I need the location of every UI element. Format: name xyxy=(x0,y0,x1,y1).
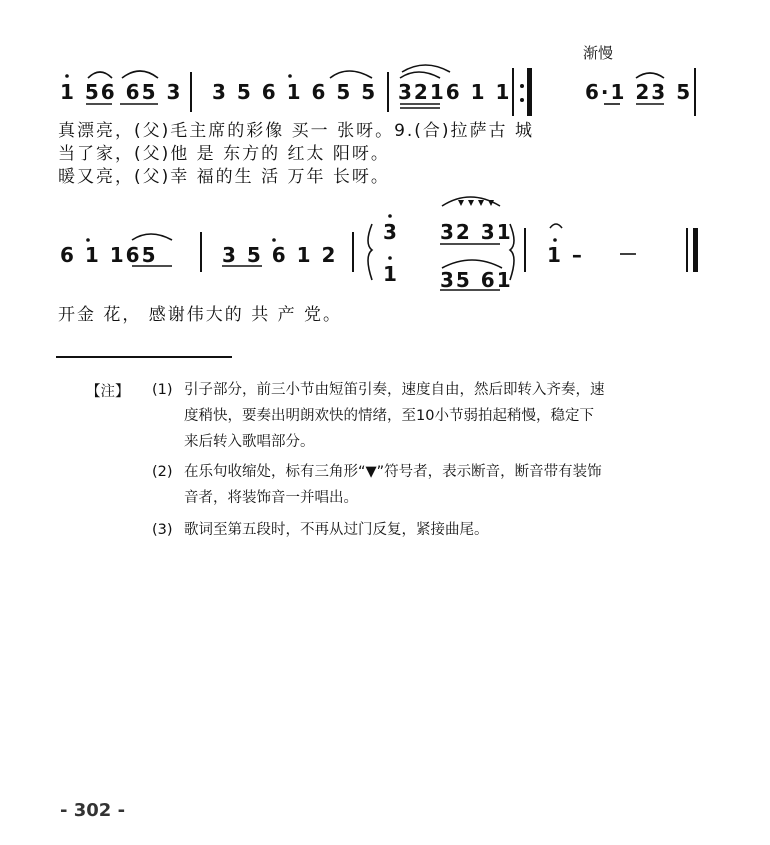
page-number: - 302 - xyxy=(60,800,126,821)
octave-dot xyxy=(86,238,90,242)
chord-top-note: 3 xyxy=(383,220,399,244)
lyric-line-4: 开金 花， 感谢伟大的 共 产 党。 xyxy=(58,305,343,325)
note-number: (2) xyxy=(152,464,173,480)
staccato-triangle xyxy=(458,200,464,206)
measure-2: 3 5 6 1 6 5 5 xyxy=(212,80,378,104)
note-number: (1) xyxy=(152,382,173,398)
repeat-dot xyxy=(520,98,524,102)
slur-mark xyxy=(330,71,372,78)
measure-3: 3216 1 1 xyxy=(398,80,512,104)
staccato-triangle xyxy=(468,200,474,206)
staccato-triangle xyxy=(478,200,484,206)
slur-mark xyxy=(400,72,440,78)
octave-dot xyxy=(388,256,392,260)
lyric-line-2: 当了家，(父)他 是 东方的 红太 阳呀。 xyxy=(58,144,390,164)
footnote-rule xyxy=(56,356,232,358)
measure-1: 1 56 65 3 xyxy=(60,80,183,104)
final-measure: 1 – xyxy=(547,243,584,267)
repeat-dot xyxy=(520,84,524,88)
notes-label: 【注】 xyxy=(86,384,130,400)
note-line: 音者，将装饰音一并唱出。 xyxy=(184,490,358,506)
chord-bottom-note: 1 xyxy=(383,262,399,286)
octave-dot xyxy=(553,238,557,242)
slur-mark xyxy=(122,71,158,78)
octave-dot xyxy=(288,74,292,78)
fermata-mark xyxy=(550,224,562,228)
upper-voice: 32 31 xyxy=(440,220,513,244)
measure-4: 6·1 23 5 xyxy=(585,80,693,104)
brace-left xyxy=(368,224,372,280)
slur-mark xyxy=(636,73,664,78)
slur-mark xyxy=(402,65,450,72)
note-line: 引子部分，前三小节由短笛引奏，速度自由，然后即转入齐奏，速 xyxy=(184,382,605,398)
octave-dot xyxy=(388,214,392,218)
measure-5: 6 1 165 xyxy=(60,243,158,267)
lower-voice: 35 61 xyxy=(440,268,513,292)
measure-6: 3 5 6 1 2 xyxy=(222,243,338,267)
tempo-mark: 渐慢 xyxy=(583,44,614,62)
octave-dot xyxy=(65,74,69,78)
note-line: 歌词至第五段时，不再从过门反复，紧接曲尾。 xyxy=(184,522,489,538)
note-line: 度稍快，要奏出明朗欢快的情绪，至10小节弱拍起稍慢，稳定下 xyxy=(184,408,594,424)
slur-mark xyxy=(132,234,172,240)
note-line: 在乐句收缩处，标有三角形“▼”符号者，表示断音，断音带有装饰 xyxy=(184,464,602,480)
slur-mark xyxy=(442,260,502,268)
slur-mark xyxy=(88,72,112,78)
octave-dot xyxy=(272,238,276,242)
brace-right xyxy=(510,224,514,280)
note-number: (3) xyxy=(152,522,173,538)
lyric-line-3: 暖又亮，(父)幸 福的生 活 万年 长呀。 xyxy=(58,167,390,187)
note-line: 来后转入歌唱部分。 xyxy=(184,434,315,450)
lyric-line-1: 真漂亮，(父)毛主席的彩像 买一 张呀。9.(合)拉萨古 城 xyxy=(58,121,534,141)
